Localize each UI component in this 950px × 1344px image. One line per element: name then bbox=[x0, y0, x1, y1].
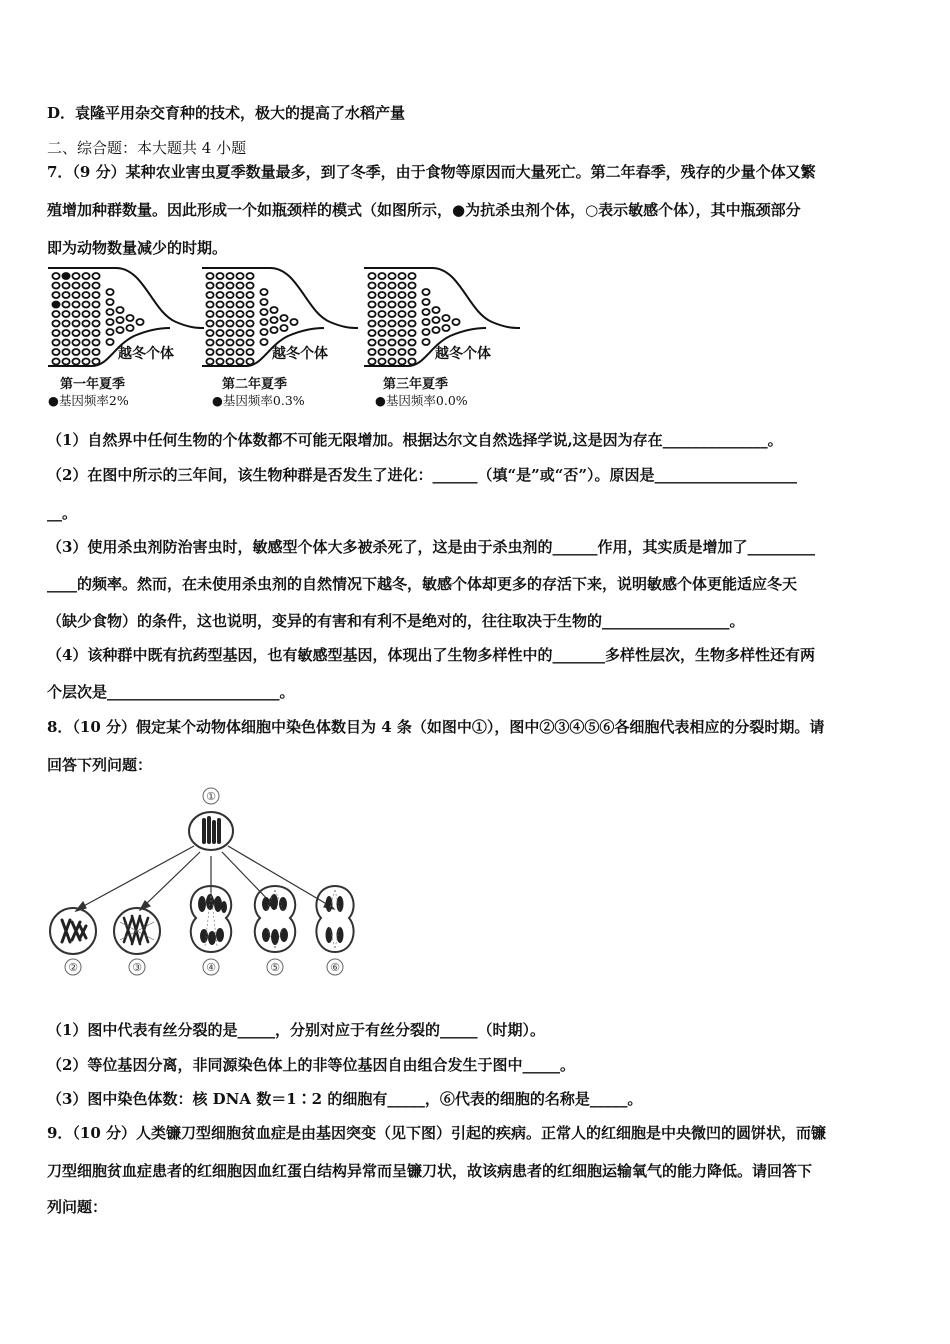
q8-sub-line: （3）图中染色体数：核 DNA 数＝1∶2 的细胞有_____，⑥代表的细胞的名称是_____。 bbox=[47, 1090, 643, 1108]
insect-dot bbox=[82, 273, 89, 279]
q7-intro-line: 7．（9 分）某种农业害虫夏季数量最多，到了冬季，由于食物等原因而大量死亡。第二年春季，残存的少量个体又繁 bbox=[47, 163, 816, 181]
winter-label-3: 越冬个体 bbox=[435, 346, 491, 362]
insect-dot bbox=[52, 292, 59, 298]
insect-dot bbox=[408, 321, 415, 327]
insect-dot bbox=[92, 349, 99, 355]
insect-dot bbox=[388, 273, 395, 279]
insect-dot bbox=[236, 302, 243, 308]
insect-dot bbox=[62, 359, 69, 365]
q9-intro-line: 刀型细胞贫血症患者的红细胞因血红蛋白结构异常而呈镰刀状，故该病患者的红细胞运输氧气的能力降低。请回答下 bbox=[47, 1162, 813, 1180]
insect-dot bbox=[82, 321, 89, 327]
insect-dot bbox=[72, 340, 79, 346]
insect-dot bbox=[52, 311, 59, 317]
insect-dot bbox=[408, 292, 415, 298]
insect-dot bbox=[246, 330, 253, 336]
insect-dot bbox=[216, 273, 223, 279]
insect-dot bbox=[236, 330, 243, 336]
insect-dot bbox=[388, 330, 395, 336]
insect-dot bbox=[398, 349, 405, 355]
insect-dot bbox=[226, 349, 233, 355]
insect-dot bbox=[62, 321, 69, 327]
insect-dot bbox=[92, 273, 99, 279]
insect-dot bbox=[388, 359, 395, 365]
insect-dot bbox=[116, 317, 123, 323]
winter-label-2: 越冬个体 bbox=[272, 346, 328, 362]
insect-dot bbox=[106, 309, 113, 315]
insect-dot bbox=[226, 330, 233, 336]
insect-dot bbox=[106, 289, 113, 295]
insect-dot bbox=[388, 283, 395, 289]
q7-sub-line: （2）在图中所示的三年间，该生物种群是否发生了进化：______（填“是”或“否”）。原因是___________________ bbox=[47, 466, 797, 484]
insect-dot bbox=[62, 302, 69, 308]
insect-dot bbox=[270, 317, 277, 323]
insect-dot bbox=[442, 325, 449, 331]
insect-dot bbox=[92, 311, 99, 317]
insect-dot bbox=[378, 283, 385, 289]
insect-dot bbox=[206, 330, 213, 336]
insect-dot bbox=[280, 315, 287, 321]
q7-sub-line: __。 bbox=[47, 504, 78, 522]
insect-dot bbox=[216, 292, 223, 298]
insect-dot bbox=[290, 319, 297, 325]
cell-label: ② bbox=[68, 961, 78, 974]
insect-dot bbox=[260, 299, 267, 305]
insect-dot bbox=[206, 359, 213, 365]
insect-dot bbox=[388, 292, 395, 298]
insect-dot bbox=[62, 283, 69, 289]
insect-dot bbox=[398, 292, 405, 298]
insect-dot bbox=[246, 321, 253, 327]
insect-dot bbox=[106, 339, 113, 345]
insect-dot bbox=[422, 309, 429, 315]
insect-dot bbox=[378, 302, 385, 308]
insect-dot bbox=[106, 299, 113, 305]
insect-dot bbox=[236, 311, 243, 317]
insect-dot bbox=[368, 359, 375, 365]
insect-dot bbox=[260, 329, 267, 335]
insect-dot bbox=[388, 340, 395, 346]
insect-dot bbox=[260, 339, 267, 345]
q7-sub-line: （3）使用杀虫剂防治害虫时，敏感型个体大多被杀死了，这是由于杀虫剂的______作用，其实质是增加了_________ bbox=[47, 538, 815, 556]
insect-dot bbox=[398, 359, 405, 365]
season-label-2: 第二年夏季 bbox=[222, 377, 288, 392]
freq-label-3: ●基因频率0.0% bbox=[375, 393, 468, 408]
season-label-3: 第三年夏季 bbox=[383, 377, 449, 392]
insect-dot bbox=[408, 349, 415, 355]
cell-label: ④ bbox=[206, 961, 216, 974]
insect-dot bbox=[82, 292, 89, 298]
insect-dot bbox=[216, 321, 223, 327]
insect-dot bbox=[236, 283, 243, 289]
insect-dot bbox=[216, 359, 223, 365]
q7-sub-line: （4）该种群中既有抗药型基因，也有敏感型基因，体现出了生物多样性中的_______多样性层次，生物多样性还有两 bbox=[47, 646, 815, 664]
insect-dot bbox=[62, 349, 69, 355]
insect-dot bbox=[72, 302, 79, 308]
insect-dot bbox=[432, 317, 439, 323]
insect-dot bbox=[452, 319, 459, 325]
insect-dot bbox=[62, 340, 69, 346]
insect-dot bbox=[270, 327, 277, 333]
q7-intro-line: 殖增加种群数量。因此形成一个如瓶颈样的模式（如图所示，●为抗杀虫剂个体，○表示敏感个体），其中瓶颈部分 bbox=[47, 201, 801, 219]
insect-dot bbox=[116, 327, 123, 333]
insect-dot bbox=[206, 273, 213, 279]
insect-dot bbox=[236, 321, 243, 327]
insect-dot bbox=[368, 302, 375, 308]
insect-dot bbox=[368, 330, 375, 336]
insect-dot bbox=[82, 349, 89, 355]
insect-dot bbox=[260, 309, 267, 315]
insect-dot bbox=[408, 302, 415, 308]
insect-dot bbox=[246, 302, 253, 308]
insect-dot bbox=[116, 307, 123, 313]
insect-dot bbox=[422, 299, 429, 305]
insect-dot bbox=[226, 359, 233, 365]
insect-dot bbox=[368, 340, 375, 346]
q8-sub-line: （1）图中代表有丝分裂的是_____，分别对应于有丝分裂的_____（时期）。 bbox=[47, 1021, 545, 1039]
insect-dot bbox=[106, 319, 113, 325]
q8-intro-line: 回答下列问题： bbox=[47, 756, 153, 774]
insect-dot bbox=[206, 283, 213, 289]
insect-dot bbox=[236, 292, 243, 298]
section-title: 二、综合题：本大题共 4 小题 bbox=[47, 139, 247, 157]
insect-dot bbox=[422, 289, 429, 295]
insect-dot bbox=[388, 311, 395, 317]
insect-dot bbox=[378, 292, 385, 298]
insect-dot bbox=[52, 273, 59, 279]
insect-dot bbox=[92, 321, 99, 327]
q7-sub-line: ____的频率。然而，在未使用杀虫剂的自然情况下越冬，敏感个体却更多的存活下来，说明敏感个体更能适应冬天 bbox=[47, 575, 798, 593]
winter-label-1: 越冬个体 bbox=[118, 346, 174, 362]
insect-dot bbox=[62, 273, 69, 279]
insect-dot bbox=[398, 302, 405, 308]
insect-dot bbox=[236, 340, 243, 346]
insect-dot bbox=[432, 307, 439, 313]
insect-dot bbox=[246, 349, 253, 355]
insect-dot bbox=[422, 339, 429, 345]
insect-dot bbox=[236, 359, 243, 365]
insect-dot bbox=[72, 273, 79, 279]
insect-dot bbox=[206, 340, 213, 346]
insect-dot bbox=[52, 349, 59, 355]
insect-dot bbox=[368, 311, 375, 317]
insect-dot bbox=[52, 302, 59, 308]
insect-dot bbox=[92, 302, 99, 308]
insect-dot bbox=[82, 311, 89, 317]
q7-sub-line: （1）自然界中任何生物的个体数都不可能无限增加。根据达尔文自然选择学说,这是因为存在______________。 bbox=[47, 431, 783, 449]
insect-dot bbox=[216, 330, 223, 336]
insect-dot bbox=[368, 292, 375, 298]
cell-label: ⑤ bbox=[270, 961, 280, 974]
insect-dot bbox=[82, 302, 89, 308]
insect-dot bbox=[82, 330, 89, 336]
insect-dot bbox=[246, 359, 253, 365]
insect-dot bbox=[226, 311, 233, 317]
insect-dot bbox=[398, 283, 405, 289]
insect-dot bbox=[92, 283, 99, 289]
insect-dot bbox=[226, 273, 233, 279]
season-label-1: 第一年夏季 bbox=[60, 377, 126, 392]
insect-dot bbox=[72, 349, 79, 355]
insect-dot bbox=[216, 349, 223, 355]
insect-dot bbox=[52, 283, 59, 289]
q8-sub-line: （2）等位基因分离，非同源染色体上的非等位基因自由组合发生于图中_____。 bbox=[47, 1056, 575, 1074]
insect-dot bbox=[408, 311, 415, 317]
insect-dot bbox=[246, 273, 253, 279]
insect-dot bbox=[62, 292, 69, 298]
insect-dot bbox=[408, 359, 415, 365]
q7-intro-line: 即为动物数量减少的时期。 bbox=[47, 239, 228, 257]
insect-dot bbox=[226, 340, 233, 346]
insect-dot bbox=[422, 319, 429, 325]
insect-dot bbox=[236, 273, 243, 279]
insect-dot bbox=[216, 302, 223, 308]
insect-dot bbox=[378, 311, 385, 317]
insect-dot bbox=[126, 325, 133, 331]
insect-dot bbox=[216, 340, 223, 346]
insect-dot bbox=[226, 321, 233, 327]
q8-intro-line: 8．（10 分）假定某个动物体细胞中染色体数目为 4 条（如图中①），图中②③④⑤⑥各细胞代表相应的分裂时期。请 bbox=[47, 718, 825, 736]
option-d: D．袁隆平用杂交育种的技术，极大的提高了水稻产量 bbox=[47, 104, 406, 122]
insect-dot bbox=[260, 319, 267, 325]
insect-dot bbox=[368, 321, 375, 327]
insect-dot bbox=[378, 359, 385, 365]
insect-dot bbox=[82, 340, 89, 346]
insect-dot bbox=[388, 302, 395, 308]
insect-dot bbox=[408, 283, 415, 289]
insect-dot bbox=[62, 311, 69, 317]
insect-dot bbox=[432, 327, 439, 333]
insect-dot bbox=[136, 319, 143, 325]
insect-dot bbox=[422, 329, 429, 335]
insect-dot bbox=[398, 340, 405, 346]
insect-dot bbox=[408, 330, 415, 336]
insect-dot bbox=[398, 330, 405, 336]
insect-dot bbox=[246, 283, 253, 289]
cell-division-figure bbox=[40, 780, 380, 980]
insect-dot bbox=[398, 273, 405, 279]
insect-dot bbox=[72, 359, 79, 365]
insect-dot bbox=[378, 273, 385, 279]
insect-dot bbox=[368, 273, 375, 279]
cell-label: ① bbox=[206, 790, 216, 803]
cell-label: ⑥ bbox=[330, 961, 340, 974]
insect-dot bbox=[206, 302, 213, 308]
insect-dot bbox=[270, 307, 277, 313]
insect-dot bbox=[408, 340, 415, 346]
insect-dot bbox=[206, 349, 213, 355]
insect-dot bbox=[442, 315, 449, 321]
insect-dot bbox=[62, 330, 69, 336]
insect-dot bbox=[388, 349, 395, 355]
insect-dot bbox=[378, 321, 385, 327]
insect-dot bbox=[206, 311, 213, 317]
q9-intro-line: 9．（10 分）人类镰刀型细胞贫血症是由基因突变（见下图）引起的疾病。正常人的红细胞是中央微凹的圆饼状，而镰 bbox=[47, 1124, 827, 1142]
insect-dot bbox=[246, 292, 253, 298]
insect-dot bbox=[226, 283, 233, 289]
q9-intro-line: 列问题： bbox=[47, 1198, 108, 1216]
q7-sub-line: 个层次是_______________________。 bbox=[47, 683, 295, 701]
insect-dot bbox=[126, 315, 133, 321]
insect-dot bbox=[368, 349, 375, 355]
insect-dot bbox=[388, 321, 395, 327]
insect-dot bbox=[378, 349, 385, 355]
insect-dot bbox=[72, 330, 79, 336]
insect-dot bbox=[216, 283, 223, 289]
insect-dot bbox=[52, 321, 59, 327]
insect-dot bbox=[82, 283, 89, 289]
insect-dot bbox=[92, 292, 99, 298]
insect-dot bbox=[52, 359, 59, 365]
insect-dot bbox=[206, 292, 213, 298]
insect-dot bbox=[236, 349, 243, 355]
insect-dot bbox=[368, 283, 375, 289]
cell-label: ③ bbox=[132, 961, 142, 974]
freq-label-2: ●基因频率0.3% bbox=[212, 393, 305, 408]
freq-label-1: ●基因频率2% bbox=[48, 393, 129, 408]
insect-dot bbox=[206, 321, 213, 327]
insect-dot bbox=[378, 330, 385, 336]
insect-dot bbox=[92, 359, 99, 365]
q7-sub-line: （缺少食物）的条件，这也说明，变异的有害和有利不是绝对的，往往取决于生物的_________________。 bbox=[47, 612, 745, 630]
insect-dot bbox=[246, 311, 253, 317]
insect-dot bbox=[72, 283, 79, 289]
insect-dot bbox=[216, 311, 223, 317]
insect-dot bbox=[72, 311, 79, 317]
insect-dot bbox=[92, 330, 99, 336]
insect-dot bbox=[52, 330, 59, 336]
insect-dot bbox=[52, 340, 59, 346]
insect-dot bbox=[280, 325, 287, 331]
insect-dot bbox=[82, 359, 89, 365]
insect-dot bbox=[92, 340, 99, 346]
insect-dot bbox=[226, 292, 233, 298]
insect-dot bbox=[260, 289, 267, 295]
insect-dot bbox=[106, 329, 113, 335]
insect-dot bbox=[226, 302, 233, 308]
insect-dot bbox=[398, 311, 405, 317]
insect-dot bbox=[72, 321, 79, 327]
insect-dot bbox=[408, 273, 415, 279]
insect-dot bbox=[72, 292, 79, 298]
insect-dot bbox=[246, 340, 253, 346]
insect-dot bbox=[398, 321, 405, 327]
insect-dot bbox=[378, 340, 385, 346]
